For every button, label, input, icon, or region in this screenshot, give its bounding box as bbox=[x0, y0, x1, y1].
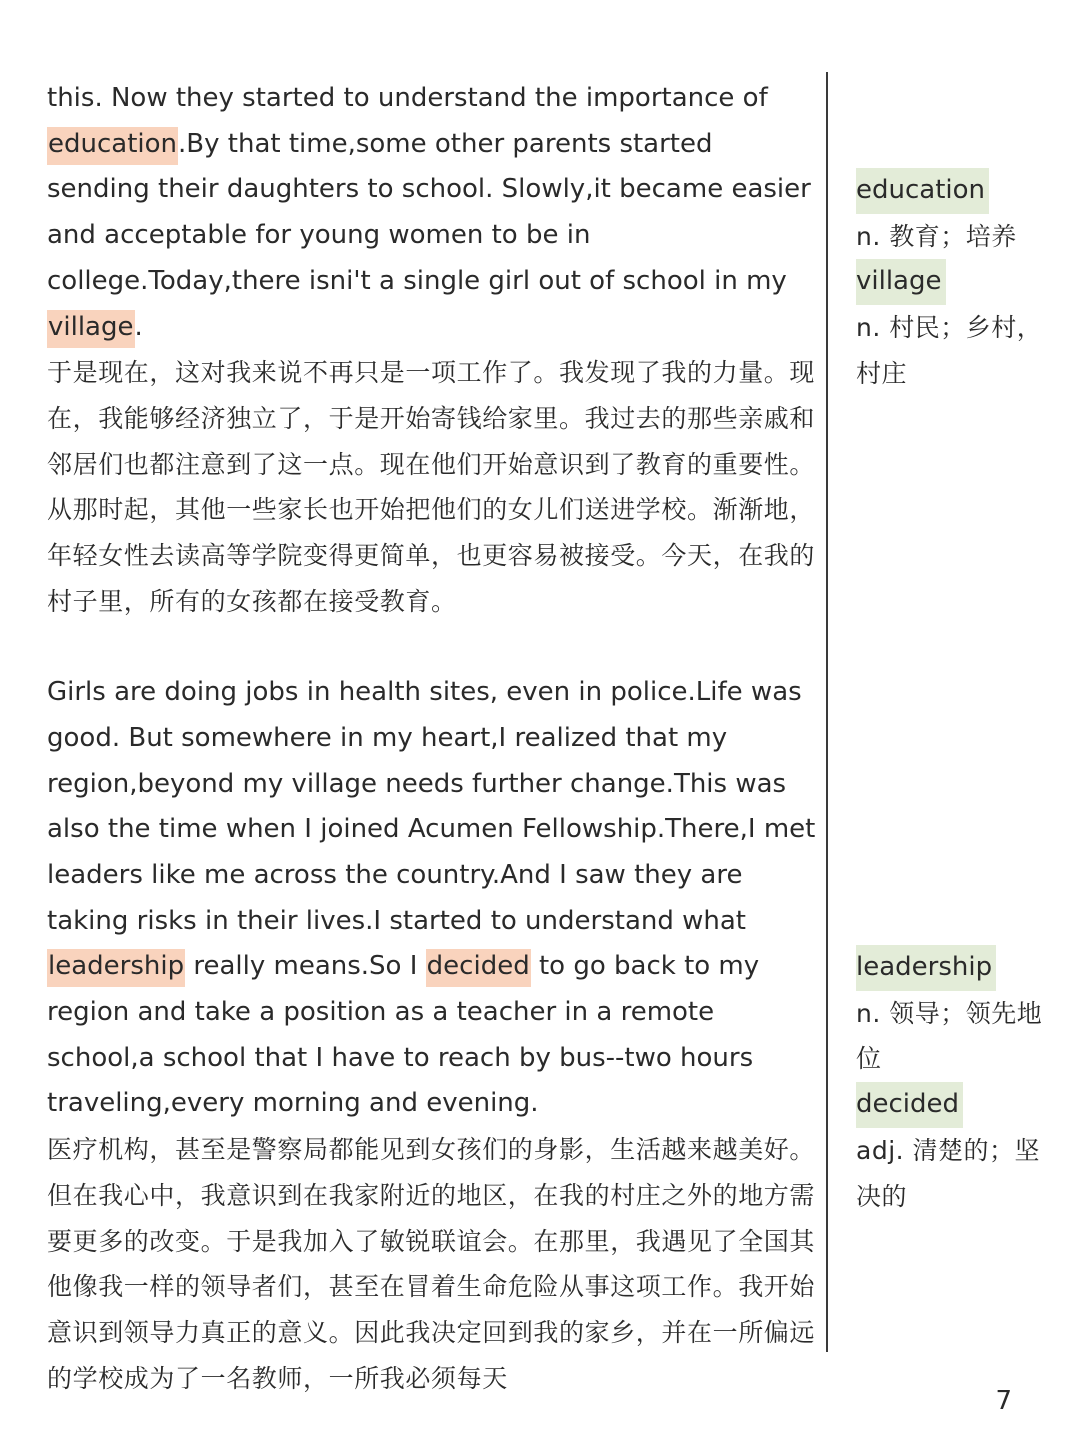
highlight-village: village bbox=[47, 310, 135, 348]
paragraph-1-en: this. Now they started to understand the importance of education.By that time,some other parents started sending their daughters to school. Slowly,it became easier and acceptable for young women to be in college.Today,there isni't a single girl out of school in my village. bbox=[47, 76, 817, 350]
highlight-decided: decided bbox=[426, 949, 531, 987]
vocab-word: education bbox=[856, 168, 989, 214]
column-divider bbox=[826, 72, 828, 1352]
vocab-word: leadership bbox=[856, 945, 996, 991]
highlight-leadership: leadership bbox=[47, 949, 185, 987]
vocab-word: decided bbox=[856, 1082, 963, 1128]
paragraph-2-zh: 医疗机构，甚至是警察局都能见到女孩们的身影，生活越来越美好。但在我心中，我意识到在我家附近的地区，在我的村庄之外的地方需要更多的改变。于是我加入了敏锐联谊会。在那里，我遇见了全国其他像我一样的领导者们，甚至在冒着生命危险从事这项工作。我开始意识到领导力真正的意义。因此我决定回到我的家乡，并在一所偏远的学校成为了一名教师，一所我必须每天 bbox=[47, 1135, 816, 1393]
page-number: 7 bbox=[995, 1386, 1012, 1416]
vocab-definition: n. 领导；领先地位 bbox=[856, 998, 1043, 1074]
vocab-definition: n. 村民；乡村，村庄 bbox=[856, 313, 1043, 388]
vocab-entry-education bbox=[856, 168, 1056, 397]
vocab-definition: adj. 清楚的；坚决的 bbox=[856, 1135, 1041, 1211]
paragraph-1-zh: 于是现在，这对我来说不再只是一项工作了。我发现了我的力量。现在，我能够经济独立了，于是开始寄钱给家里。我过去的那些亲戚和邻居们也都注意到了这一点。现在他们开始意识到了教育的重要性。从那时起，其他一些家长也开始把他们的女儿们送进学校。渐渐地，年轻女性去读高等学院变得更简单，也更容易被接受。今天，在我的村子里，所有的女孩都在接受教育。 bbox=[47, 358, 816, 616]
passage bbox=[47, 76, 817, 1401]
paragraph-2-en: Girls are doing jobs in health sites, even in police.Life was good. But somewhere in my heart,I realized that my region,beyond my village needs further change.This was also the time when I joined Acumen Fellowship.There,I met leaders like me across the country.And I saw they are taking risks in their lives.I started to understand what leadership really means.So I decided to go back to my region and take a position as a teacher in a remote school,a school that I have to reach by bus--two hours traveling,every morning and evening. bbox=[47, 677, 816, 1119]
highlight-education: education bbox=[47, 127, 178, 165]
vocab-entry-leadership bbox=[856, 945, 1056, 1219]
vocab-word: village bbox=[856, 259, 946, 305]
vocab-definition: n. 教育；培养 bbox=[856, 221, 1017, 251]
